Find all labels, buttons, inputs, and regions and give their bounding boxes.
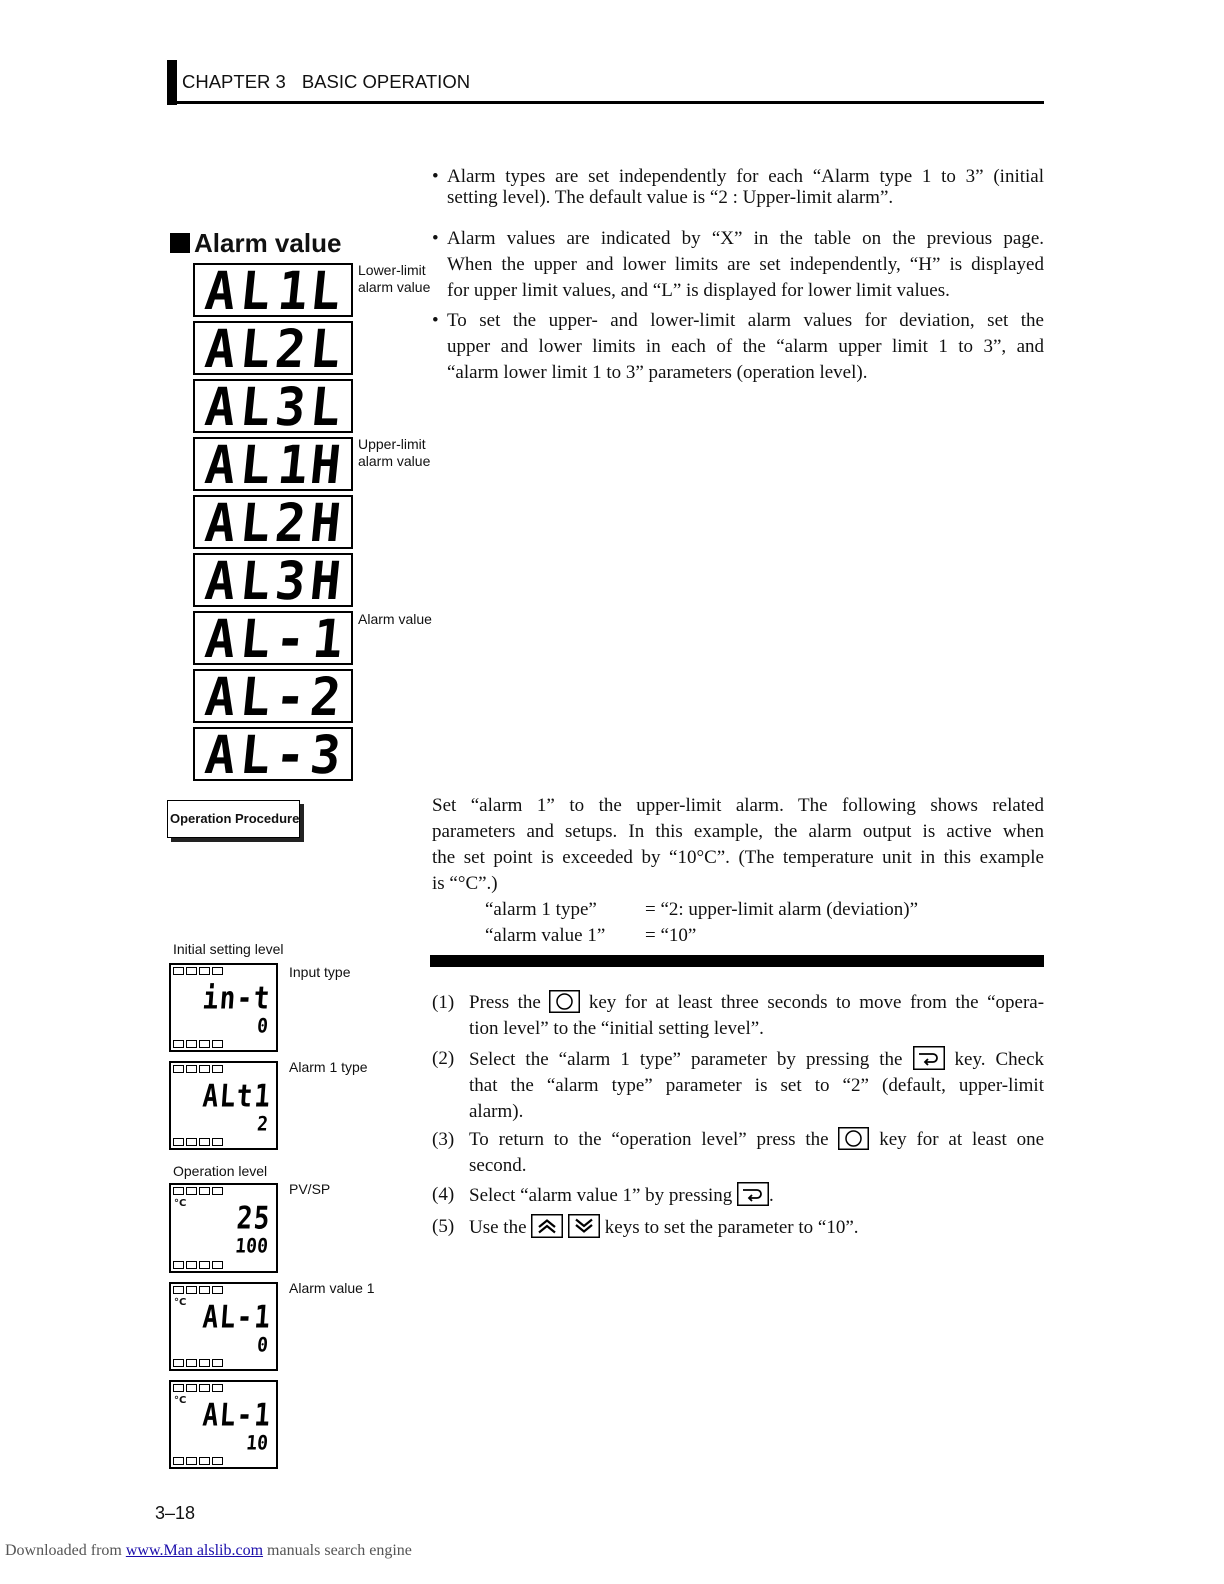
segment-character: 0 (256, 1431, 269, 1455)
text-line: When the upper and lower limits are set independently, “H” is displayed (447, 254, 1044, 275)
text-segment: key for at least one (879, 1129, 1044, 1150)
step-number: (3) (432, 1129, 455, 1150)
segment-character: H (307, 550, 344, 612)
indicator-lamp (186, 1384, 197, 1392)
segment-character: i (201, 981, 220, 1017)
segment-character: t (252, 981, 271, 1017)
display-sub-readout (234, 1234, 269, 1258)
text-line: Set “alarm 1” to the upper-limit alarm. The following shows related (432, 795, 1044, 816)
indicator-lamp (199, 967, 210, 975)
indicator-lamp (199, 1384, 210, 1392)
segment-character: L (218, 1300, 237, 1336)
label-line: alarm value (358, 453, 431, 469)
segment-character: - (272, 724, 309, 786)
indicator-row (173, 1359, 223, 1367)
lower-limit-label (358, 262, 430, 296)
indicator-lamp (173, 1286, 184, 1294)
text-line: is “°C”.) (432, 873, 498, 894)
label-line: Upper-limit (358, 436, 426, 452)
text-line (469, 1046, 1044, 1073)
segment-character: 3 (272, 376, 309, 438)
display-caption: Input type (289, 964, 351, 980)
chapter-marker-bar (167, 60, 177, 105)
bullet-marker: • (432, 310, 439, 331)
text-line: Alarm values are indicated by “X” in the table on the previous page. (447, 228, 1044, 249)
operation-procedure-badge: Operation Procedure (167, 800, 300, 838)
segment-character: A (201, 1300, 220, 1336)
segment-character: 2 (307, 666, 344, 728)
section-divider (430, 955, 1044, 967)
display-main-readout (201, 981, 271, 1017)
segment-character: L (307, 376, 344, 438)
indicator-lamp (212, 1138, 223, 1146)
label-line: Lower-limit (358, 262, 426, 278)
chapter-heading (182, 70, 470, 94)
step-number: (1) (432, 992, 455, 1013)
text-segment: To return to the “operation level” press the (469, 1129, 829, 1150)
manualslib-link[interactable]: www.Man alslib.com (125, 1542, 264, 1559)
segment-character: A (202, 434, 239, 496)
alarm-value-label: Alarm value (358, 611, 432, 627)
display-sub-readout (256, 1333, 269, 1357)
step-2 (432, 1046, 1044, 1125)
indicator-lamp (173, 1065, 184, 1073)
segment-character: H (307, 492, 344, 554)
segment-character: - (272, 666, 309, 728)
chapter-title: BASIC OPERATION (301, 71, 471, 92)
segment-character: L (307, 260, 344, 322)
indicator-lamp (212, 1359, 223, 1367)
text-segment: Select the “alarm 1 type” parameter by pressing the (469, 1049, 903, 1070)
temperature-unit: °C (174, 1198, 187, 1209)
text-segment: key. Check (954, 1049, 1045, 1070)
segment-character: n (218, 981, 237, 1017)
text-segment: keys to set the parameter to “10”. (604, 1217, 859, 1238)
segment-character: L (237, 666, 274, 728)
indicator-lamp (186, 1261, 197, 1269)
text-segment: Use the (469, 1217, 527, 1238)
text-segment: alarm). (469, 1101, 524, 1122)
segment-character: L (237, 318, 274, 380)
segment-character: A (202, 724, 239, 786)
indicator-lamp (199, 1065, 210, 1073)
indicator-lamp (173, 1040, 184, 1048)
text-segment: Press the (469, 992, 541, 1013)
display-sub-readout (256, 1014, 269, 1038)
display-sub-readout (245, 1431, 269, 1455)
text-line (469, 1127, 1044, 1153)
indicator-lamp (186, 1040, 197, 1048)
segment-character: 1 (274, 434, 312, 496)
indicator-lamp (186, 1138, 197, 1146)
bullet-marker: • (432, 166, 439, 187)
segment-character: A (202, 260, 239, 322)
footer-suffix: manuals search engine (267, 1542, 412, 1559)
initial-setting-level-title: Initial setting level (173, 941, 284, 957)
text-line: To set the upper- and lower-limit alarm values for deviation, set the (447, 310, 1044, 331)
segment-character: 2 (256, 1112, 269, 1136)
indicator-lamp (199, 1138, 210, 1146)
segment-character: A (202, 550, 239, 612)
lcd-display (193, 724, 353, 786)
indicator-lamp (212, 967, 223, 975)
text-line (469, 1182, 1044, 1209)
text-line: Alarm types are set independently for each “Alarm type 1 to 3” (initial (447, 166, 1044, 187)
text-line: “alarm lower limit 1 to 3” parameters (operation level). (447, 362, 868, 383)
procedure-intro (432, 793, 1044, 897)
display-main-readout (235, 1201, 271, 1237)
indicator-row (173, 1065, 223, 1073)
lcd-readout (202, 434, 344, 496)
step-5 (432, 1214, 1044, 1241)
lcd-display (193, 666, 353, 728)
segment-character: L (237, 492, 274, 554)
indicator-lamp (199, 1187, 210, 1195)
operation-level-title: Operation level (173, 1163, 268, 1179)
indicator-row (173, 1286, 223, 1294)
display-sub-readout (256, 1112, 269, 1136)
setting-value: = “2: upper-limit alarm (deviation)” (645, 899, 919, 920)
segment-character: L (307, 318, 344, 380)
indicator-lamp (186, 1286, 197, 1294)
display-caption: Alarm 1 type (289, 1059, 368, 1075)
down-key-icon (568, 1214, 600, 1238)
lcd-readout (202, 492, 344, 554)
temperature-unit: °C (174, 1297, 187, 1308)
segment-character: t (235, 1079, 254, 1115)
deviation-bullet (432, 308, 1044, 386)
indicator-lamp (212, 1187, 223, 1195)
segment-character: 1 (309, 608, 347, 670)
segment-character: A (202, 376, 239, 438)
download-footer (5, 1541, 412, 1561)
segment-character: 1 (274, 260, 312, 322)
lcd-display (193, 608, 353, 670)
lcd-display (193, 376, 353, 438)
step-1 (432, 990, 1044, 1042)
lcd-readout (202, 376, 344, 438)
lcd-readout (202, 260, 344, 322)
indicator-lamp (186, 967, 197, 975)
text-segment: key for at least three seconds to move from the “opera- (588, 992, 1045, 1013)
segment-character: 1 (245, 1431, 258, 1455)
segment-character: 1 (253, 1398, 272, 1434)
segment-character: 1 (253, 1300, 272, 1336)
lcd-readout (202, 666, 344, 728)
indicator-row (173, 967, 223, 975)
text-segment: tion level” to the “initial setting level”. (469, 1018, 764, 1039)
display-caption: PV/SP (289, 1181, 331, 1197)
lcd-display (193, 318, 353, 380)
segment-character: 0 (256, 1333, 269, 1357)
indicator-lamp (212, 1384, 223, 1392)
display-caption: Alarm value 1 (289, 1280, 375, 1296)
step-number: (5) (432, 1216, 455, 1237)
segment-character: - (272, 608, 309, 670)
indicator-lamp (199, 1286, 210, 1294)
lcd-readout (202, 318, 344, 380)
controller-display (169, 1380, 278, 1469)
indicator-lamp (186, 1457, 197, 1465)
indicator-row (173, 1040, 223, 1048)
segment-character: L (237, 260, 274, 322)
segment-character: 3 (307, 724, 344, 786)
step-number: (2) (432, 1048, 455, 1069)
indicator-lamp (212, 1065, 223, 1073)
indicator-lamp (186, 1187, 197, 1195)
controller-display (169, 1183, 278, 1273)
temperature-unit: °C (174, 1395, 187, 1406)
indicator-lamp (199, 1359, 210, 1367)
text-segment: second. (469, 1155, 527, 1176)
text-line: for upper limit values, and “L” is displayed for lower limit values. (447, 280, 950, 301)
indicator-row (173, 1187, 223, 1195)
segment-character: L (218, 1079, 237, 1115)
segment-character: 1 (253, 1079, 272, 1115)
segment-character: A (201, 1079, 220, 1115)
header-rule (167, 101, 1044, 104)
text-segment: that the “alarm type” parameter is set to “2” (default, upper-limit (469, 1075, 1044, 1096)
controller-display (169, 1282, 278, 1371)
indicator-lamp (173, 1359, 184, 1367)
alarm-values-bullet (432, 226, 1044, 304)
segment-character: 3 (272, 550, 309, 612)
section-title: Alarm value (194, 228, 342, 258)
indicator-row (173, 1138, 223, 1146)
up-key-icon (531, 1214, 563, 1238)
indicator-lamp (199, 1040, 210, 1048)
footer-prefix: Downloaded from (5, 1542, 122, 1559)
text-segment: Select “alarm value 1” by pressing (469, 1185, 733, 1206)
display-main-readout (201, 1398, 272, 1434)
indicator-lamp (173, 1457, 184, 1465)
bullet-marker: • (432, 228, 439, 249)
intro-bullet (432, 166, 1044, 208)
indicator-lamp (199, 1457, 210, 1465)
lcd-readout (202, 724, 344, 786)
indicator-lamp (212, 1040, 223, 1048)
setting-param: “alarm 1 type” (485, 899, 597, 920)
segment-character: 0 (256, 1234, 269, 1258)
section-marker (170, 233, 190, 253)
segment-character: 0 (256, 1014, 269, 1038)
segment-character: - (235, 1300, 254, 1336)
lcd-display (193, 550, 353, 612)
upper-limit-label (358, 436, 430, 470)
controller-display (169, 1061, 278, 1150)
display-main-readout (201, 1300, 272, 1336)
lcd-readout (202, 550, 344, 612)
text-line (469, 990, 1044, 1016)
segment-character: L (237, 550, 274, 612)
indicator-lamp (212, 1286, 223, 1294)
indicator-lamp (173, 1384, 184, 1392)
segment-character: L (237, 724, 274, 786)
text-line: parameters and setups. In this example, the alarm output is active when (432, 821, 1044, 842)
setting-value: = “10” (645, 925, 697, 946)
page-number: 3–18 (155, 1503, 196, 1523)
indicator-lamp (173, 967, 184, 975)
chapter-number: CHAPTER 3 (182, 71, 286, 92)
indicator-lamp (212, 1457, 223, 1465)
text-line: the set point is exceeded by “10°C”. (The temperature unit in this example (432, 847, 1044, 868)
indicator-lamp (173, 1261, 184, 1269)
segment-character: A (202, 666, 239, 728)
indicator-row (173, 1384, 223, 1392)
text-line: upper and lower limits in each of the “alarm upper limit 1 to 3”, and (447, 336, 1044, 357)
segment-character: 1 (234, 1234, 247, 1258)
level-key-icon (838, 1127, 869, 1150)
segment-character: L (237, 376, 274, 438)
indicator-lamp (186, 1359, 197, 1367)
segment-character: - (235, 981, 254, 1017)
lcd-display (193, 434, 353, 496)
segment-character: L (218, 1398, 237, 1434)
segment-character: H (307, 434, 344, 496)
text-line (469, 1153, 1044, 1179)
indicator-lamp (173, 1138, 184, 1146)
mode-key-icon (737, 1182, 769, 1206)
text-segment: . (769, 1185, 774, 1206)
indicator-lamp (186, 1065, 197, 1073)
lcd-display (193, 260, 353, 322)
indicator-row (173, 1457, 223, 1465)
level-key-icon (549, 990, 580, 1013)
step-number: (4) (432, 1184, 455, 1205)
segment-character: A (202, 318, 239, 380)
lcd-readout (202, 608, 347, 670)
display-main-readout (201, 1079, 272, 1115)
segment-character: A (202, 608, 239, 670)
step-4 (432, 1182, 1044, 1209)
text-line: setting level). The default value is “2 : Upper-limit alarm”. (447, 187, 894, 208)
lcd-display (193, 492, 353, 554)
text-line (469, 1016, 1044, 1042)
segment-character: 2 (272, 318, 309, 380)
segment-character: - (235, 1398, 254, 1434)
segment-character: A (202, 492, 239, 554)
segment-character: A (201, 1398, 220, 1434)
text-line (469, 1073, 1044, 1099)
mode-key-icon (913, 1046, 945, 1070)
segment-character: 0 (245, 1234, 258, 1258)
segment-character: L (237, 434, 274, 496)
controller-display (169, 963, 278, 1052)
segment-character: 2 (235, 1201, 254, 1237)
step-3 (432, 1127, 1044, 1179)
segment-character: 5 (252, 1201, 271, 1237)
indicator-lamp (173, 1187, 184, 1195)
label-line: alarm value (358, 279, 431, 295)
text-line (469, 1214, 1044, 1241)
segment-character: 2 (272, 492, 309, 554)
text-line (469, 1099, 1044, 1125)
indicator-lamp (212, 1261, 223, 1269)
indicator-lamp (199, 1261, 210, 1269)
setting-param: “alarm value 1” (485, 925, 606, 946)
segment-character: L (237, 608, 274, 670)
indicator-row (173, 1261, 223, 1269)
